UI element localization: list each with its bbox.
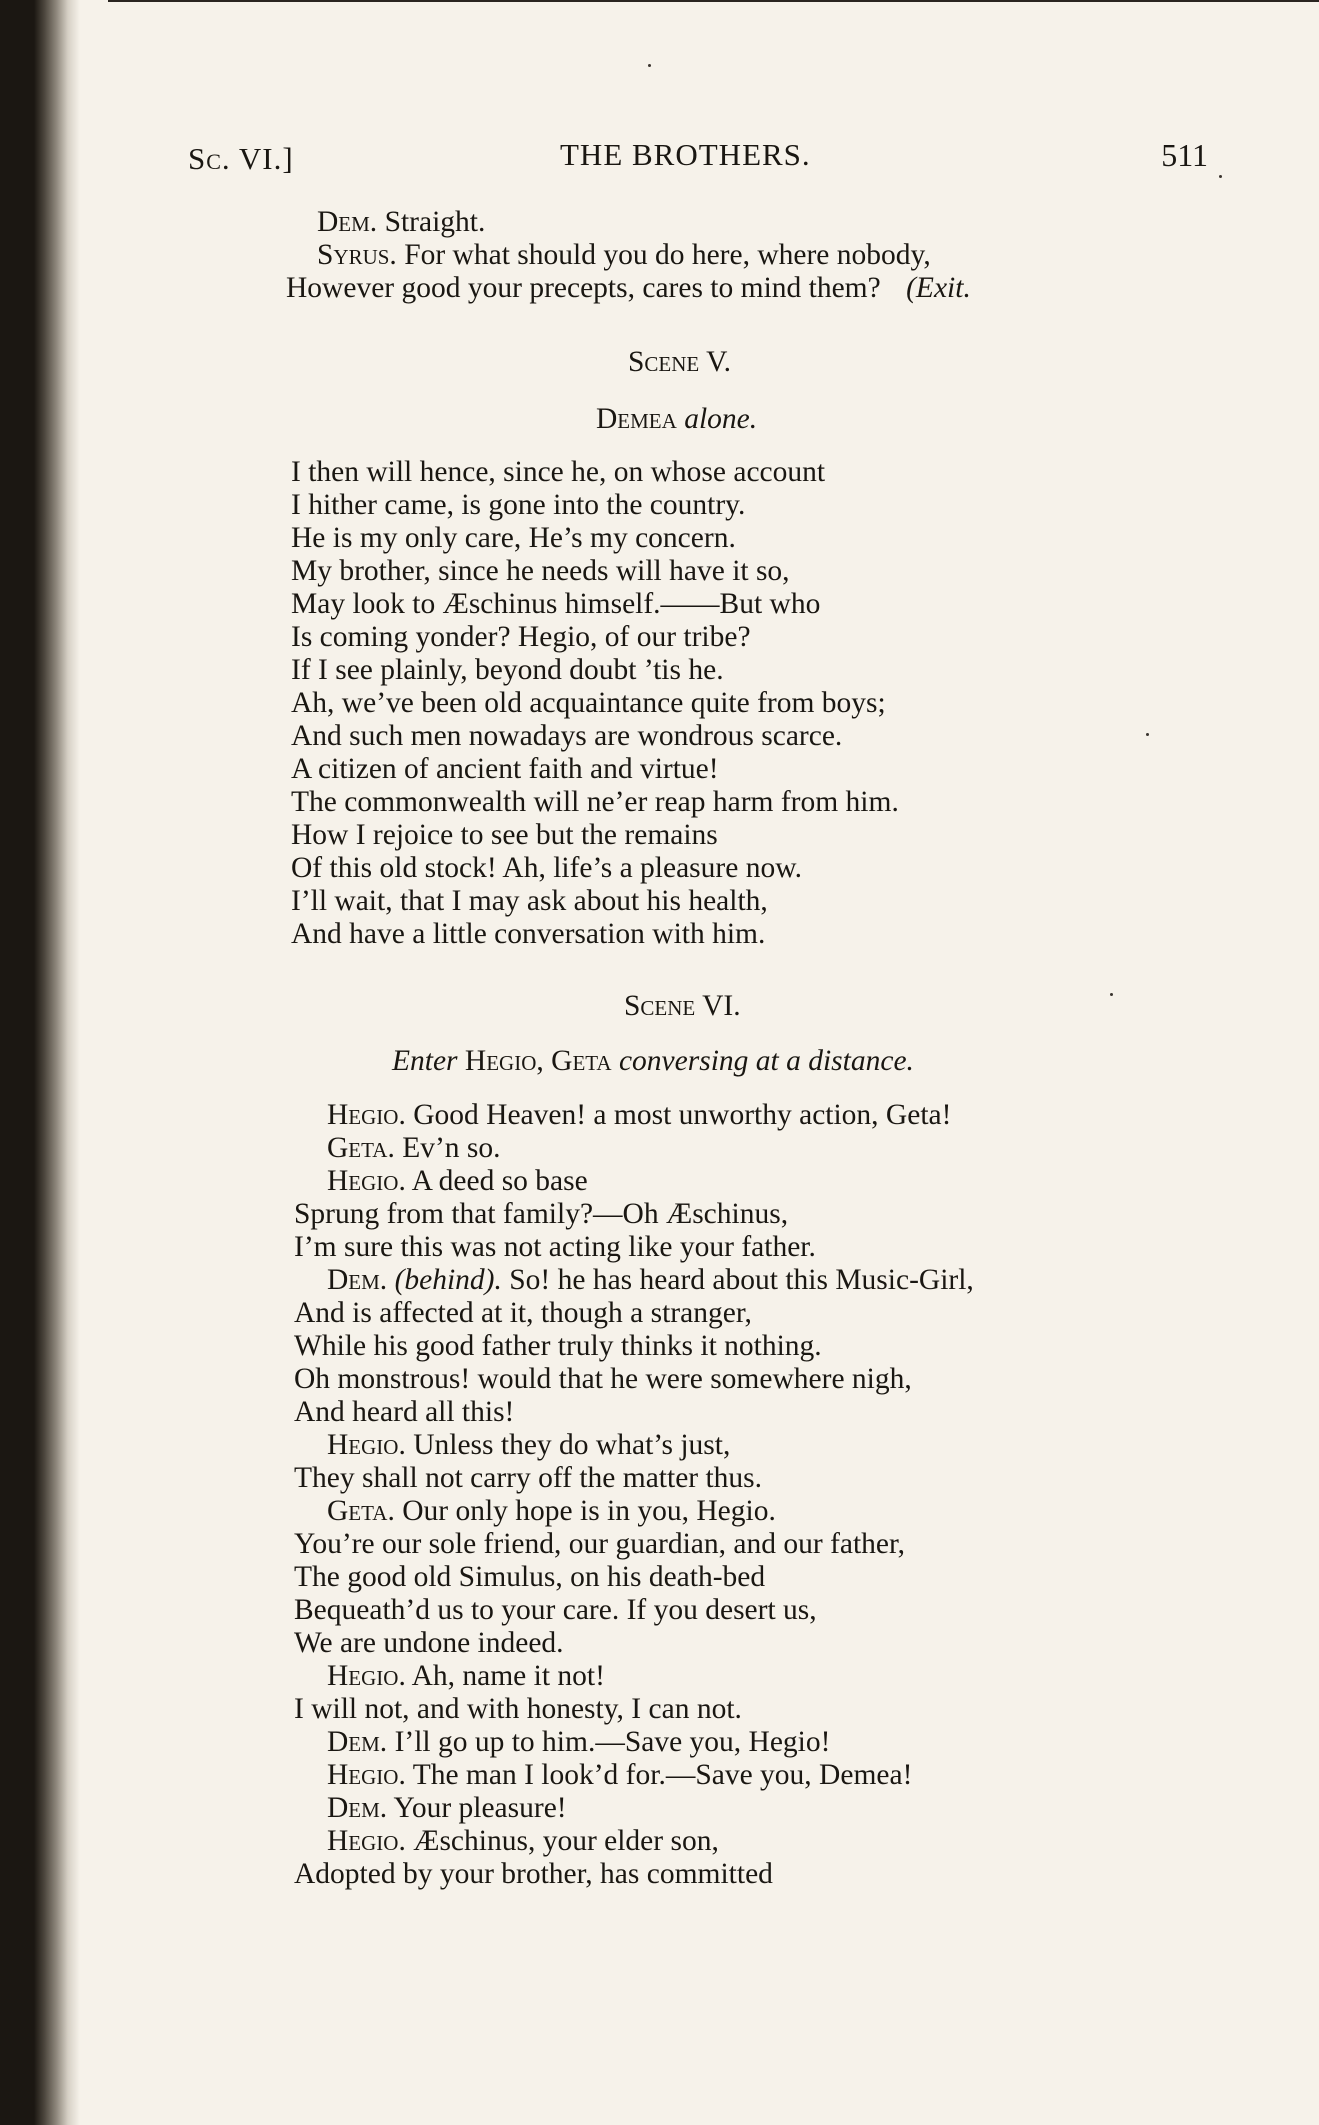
line-text: Good Heaven! a most unworthy action, Geta! bbox=[413, 1099, 952, 1131]
line-text: A deed so base bbox=[411, 1165, 588, 1197]
speaker-name: Dem. bbox=[327, 1264, 388, 1296]
speaker-name: Hegio. bbox=[327, 1429, 406, 1461]
opening-dialogue bbox=[286, 206, 971, 305]
dialogue-line bbox=[294, 1495, 974, 1528]
verse-line: He is my only care, He’s my concern. bbox=[291, 522, 736, 554]
dialogue-line bbox=[294, 1561, 974, 1594]
line-text: I’ll go up to him.—Save you, Hegio! bbox=[394, 1726, 831, 1758]
dialogue-line bbox=[294, 1165, 974, 1198]
top-border-line bbox=[108, 0, 1319, 2]
verse-line: If I see plainly, beyond doubt ’tis he. bbox=[291, 654, 724, 686]
direction-text: Enter bbox=[392, 1045, 458, 1077]
stage-direction: (Exit. bbox=[906, 272, 971, 304]
dialogue-line bbox=[294, 1858, 974, 1891]
speaker-name: Hegio. bbox=[327, 1099, 406, 1131]
line-text: They shall not carry off the matter thus. bbox=[294, 1462, 763, 1494]
line-text: Ev’n so. bbox=[402, 1132, 501, 1164]
speaker-name: Dem. bbox=[327, 1792, 388, 1824]
speaker-name: Hegio. bbox=[327, 1165, 406, 1197]
scene6-dialogue bbox=[294, 1099, 974, 1891]
header-title: THE BROTHERS. bbox=[560, 137, 811, 172]
dialogue-line bbox=[286, 239, 971, 272]
character-name: Demea bbox=[596, 403, 677, 435]
speaker-name: Syrus. bbox=[317, 239, 397, 271]
line-text: So! he has heard about this Music-Girl, bbox=[509, 1264, 974, 1296]
dialogue-line bbox=[294, 1528, 974, 1561]
verse-line: Is coming yonder? Hegio, of our tribe? bbox=[291, 621, 751, 653]
line-text: Oh monstrous! would that he were somewhere nigh, bbox=[294, 1363, 912, 1395]
dialogue-line bbox=[294, 1429, 974, 1462]
verse-line: I then will hence, since he, on whose account bbox=[291, 456, 826, 488]
character-name: Hegio, bbox=[464, 1045, 544, 1077]
aside-text: (behind). bbox=[394, 1264, 502, 1296]
dialogue-line bbox=[294, 1792, 974, 1825]
verse-line: Ah, we’ve been old acquaintance quite from boys; bbox=[291, 687, 886, 719]
book-binding-edge bbox=[0, 0, 80, 2125]
line-text: Unless they do what’s just, bbox=[413, 1429, 731, 1461]
line-text: You’re our sole friend, our guardian, and our father, bbox=[294, 1528, 906, 1560]
print-speck bbox=[1146, 733, 1149, 736]
dialogue-line bbox=[294, 1330, 974, 1363]
dialogue-line bbox=[286, 272, 971, 305]
line-text: Ah, name it not! bbox=[411, 1660, 605, 1692]
line-text: Our only hope is in you, Hegio. bbox=[402, 1495, 776, 1527]
line-text: And heard all this! bbox=[294, 1396, 515, 1428]
running-header bbox=[188, 133, 1224, 181]
line-text: I’m sure this was not acting like your father. bbox=[294, 1231, 816, 1263]
speaker-name: Dem. bbox=[327, 1726, 388, 1758]
verse-line: My brother, since he needs will have it so, bbox=[291, 555, 790, 587]
scene-heading: Scene V. bbox=[628, 346, 731, 378]
print-speck bbox=[1110, 993, 1113, 996]
line-text: Adopted by your brother, has committed bbox=[294, 1858, 773, 1890]
dialogue-line bbox=[294, 1660, 974, 1693]
speaker-name: Hegio. bbox=[327, 1660, 406, 1692]
line-text: Bequeath’d us to your care. If you desert us, bbox=[294, 1594, 817, 1626]
scene-heading: Scene VI. bbox=[624, 990, 741, 1022]
line-text: Æschinus, your elder son, bbox=[413, 1825, 719, 1857]
print-speck bbox=[648, 64, 651, 67]
direction-text: alone. bbox=[684, 403, 758, 435]
dialogue-line bbox=[294, 1198, 974, 1231]
verse-line: The commonwealth will ne’er reap harm from him. bbox=[291, 786, 899, 818]
line-text: Your pleasure! bbox=[393, 1792, 567, 1824]
dialogue-line bbox=[286, 206, 971, 239]
dialogue-line bbox=[294, 1825, 974, 1858]
dialogue-line bbox=[294, 1627, 974, 1660]
speaker-name: Dem. bbox=[317, 206, 378, 238]
verse-line: Of this old stock! Ah, life’s a pleasure now. bbox=[291, 852, 802, 884]
verse-line: I’ll wait, that I may ask about his health, bbox=[291, 885, 768, 917]
line-text: The good old Simulus, on his death-bed bbox=[294, 1561, 766, 1593]
dialogue-line bbox=[294, 1132, 974, 1165]
line-text: Straight. bbox=[384, 206, 486, 238]
verse-line: And such men nowadays are wondrous scarce. bbox=[291, 720, 843, 752]
speaker-name: Geta. bbox=[327, 1495, 395, 1527]
dialogue-line bbox=[294, 1231, 974, 1264]
verse-line: I hither came, is gone into the country. bbox=[291, 489, 746, 521]
line-text: However good your precepts, cares to mind them? bbox=[286, 272, 881, 304]
direction-text: conversing at a distance. bbox=[618, 1045, 914, 1077]
line-text: For what should you do here, where nobody, bbox=[404, 239, 931, 271]
print-speck bbox=[1219, 175, 1222, 178]
verse-line: And have a little conversation with him. bbox=[291, 918, 766, 950]
line-text: While his good father truly thinks it nothing. bbox=[294, 1330, 822, 1362]
dialogue-line bbox=[294, 1099, 974, 1132]
dialogue-line bbox=[294, 1693, 974, 1726]
dialogue-line bbox=[294, 1759, 974, 1792]
dialogue-line bbox=[294, 1396, 974, 1429]
speaker-name: Hegio. bbox=[327, 1759, 406, 1791]
character-name: Geta bbox=[551, 1045, 612, 1077]
line-text: And is affected at it, though a stranger, bbox=[294, 1297, 752, 1329]
dialogue-line bbox=[294, 1594, 974, 1627]
line-text: I will not, and with honesty, I can not. bbox=[294, 1693, 742, 1725]
speaker-name: Hegio. bbox=[327, 1825, 406, 1857]
dialogue-line bbox=[294, 1462, 974, 1495]
scene-direction bbox=[596, 403, 757, 436]
dialogue-line bbox=[294, 1264, 974, 1297]
line-text: We are undone indeed. bbox=[294, 1627, 564, 1659]
line-text: Sprung from that family?—Oh Æschinus, bbox=[294, 1198, 789, 1230]
dialogue-line bbox=[294, 1726, 974, 1759]
verse-line: May look to Æschinus himself.——But who bbox=[291, 588, 821, 620]
scene-direction bbox=[392, 1045, 914, 1078]
page-number: 511 bbox=[1161, 137, 1208, 173]
dialogue-line bbox=[294, 1297, 974, 1330]
header-section: Sc. VI.] bbox=[188, 141, 294, 176]
scene5-monologue bbox=[291, 456, 899, 951]
speaker-name: Geta. bbox=[327, 1132, 395, 1164]
verse-line: How I rejoice to see but the remains bbox=[291, 819, 718, 851]
line-text: The man I look’d for.—Save you, Demea! bbox=[412, 1759, 913, 1791]
verse-line: A citizen of ancient faith and virtue! bbox=[291, 753, 719, 785]
dialogue-line bbox=[294, 1363, 974, 1396]
